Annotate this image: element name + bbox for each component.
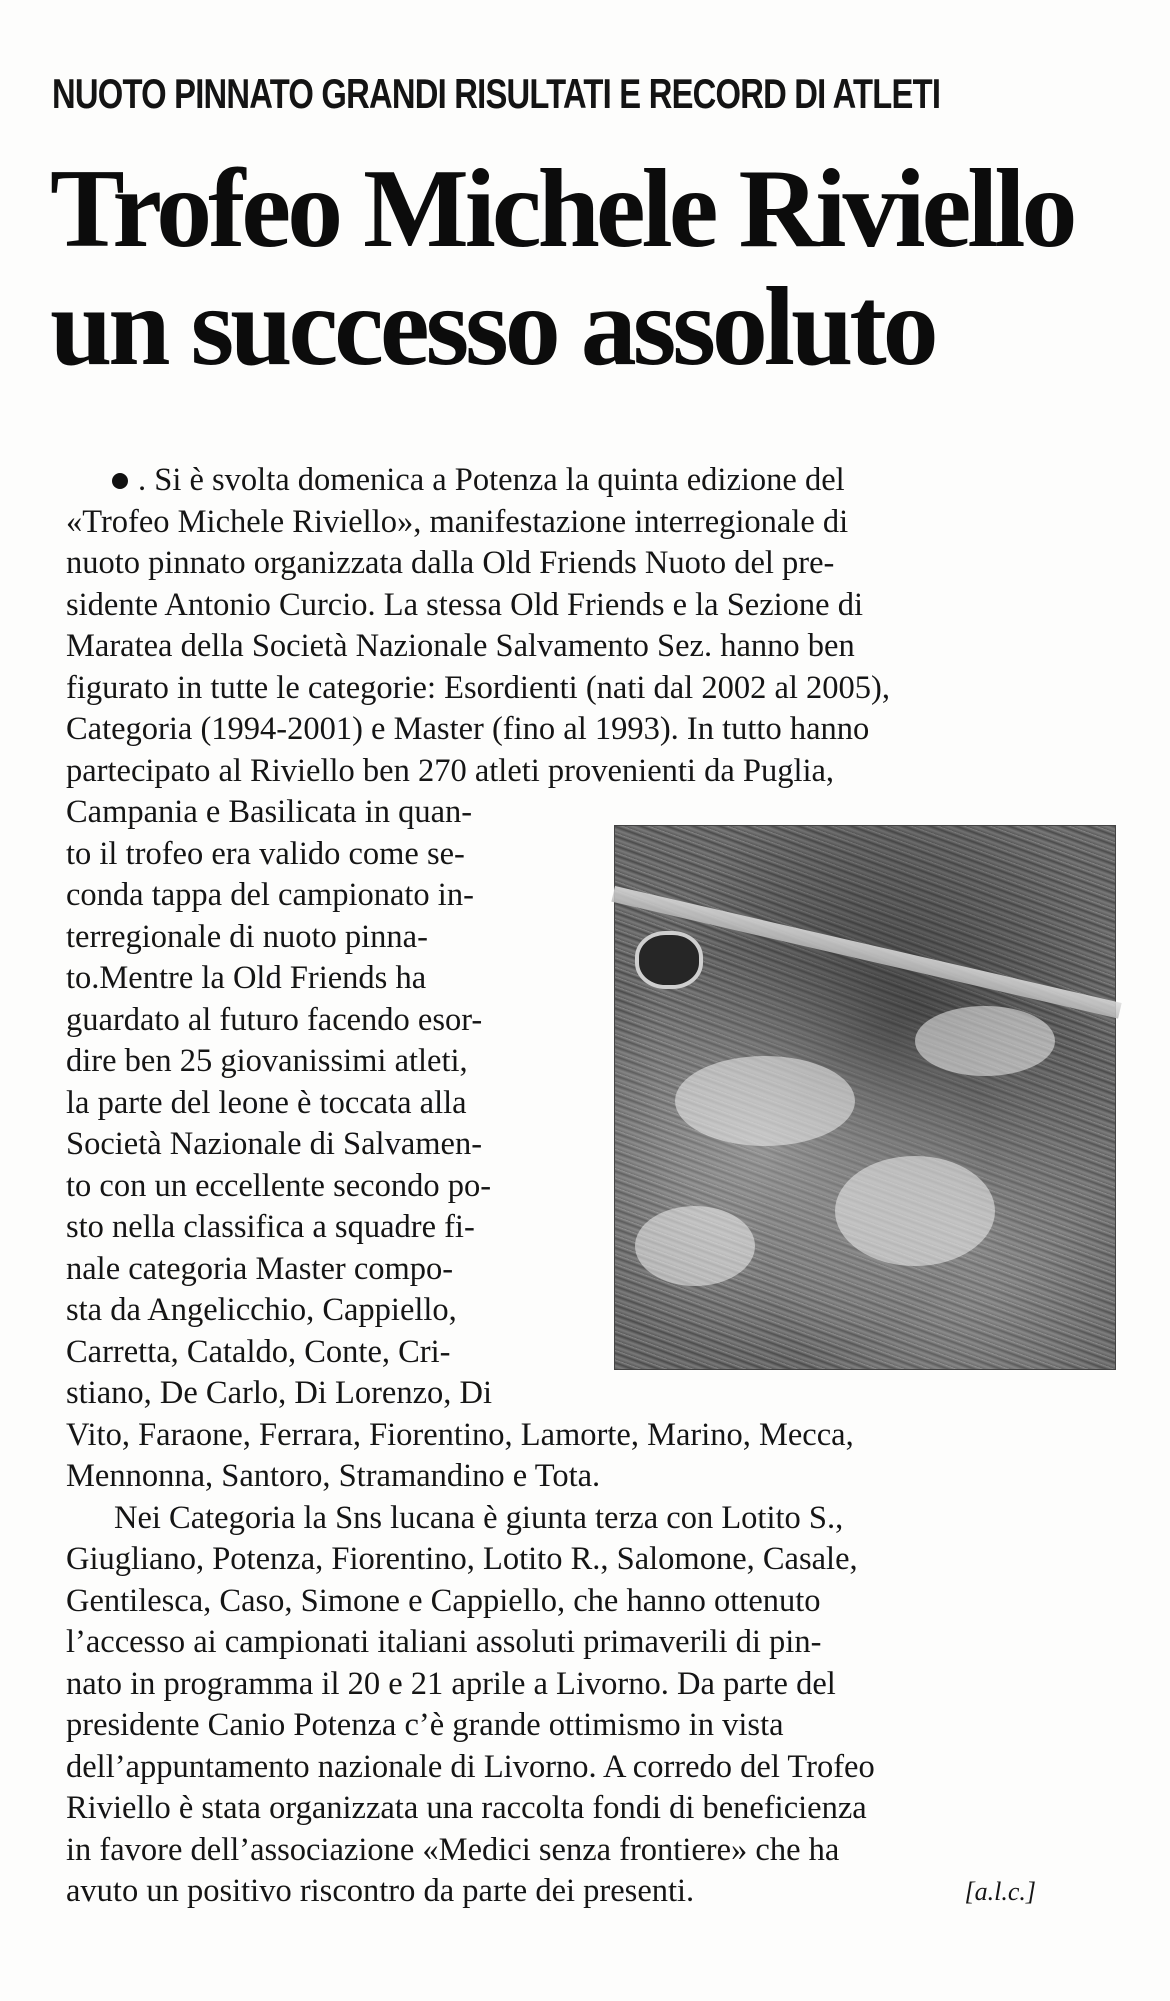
article-line: Maratea della Società Nazionale Salvamento Sez. hanno ben [66,628,855,664]
article-line: la parte del leone è toccata alla [66,1084,467,1121]
article-line: in favore dell’associazione «Medici senza frontiere» che ha [66,1831,840,1868]
headline-line-1: Trofeo Michele Riviello [50,147,1074,271]
article-line: nuoto pinnato organizzata dalla Old Friends Nuoto del pre- [66,545,835,581]
article-line: nale categoria Master compo- [66,1250,454,1287]
article-line: Campania e Basilicata in quan- [66,794,473,830]
article-line: Gentilesca, Caso, Simone e Cappiello, che hanno ottenuto [66,1582,821,1619]
article-line: nato in programma il 20 e 21 aprile a Livorno. Da parte del [66,1665,836,1702]
article-line: to.Mentre la Old Friends ha [66,960,427,996]
article-body [66,460,1036,1913]
article-line: Giugliano, Potenza, Fiorentino, Lotito R., Salomone, Casale, [66,1541,858,1577]
article-line [66,460,1036,502]
author-signature: [a.l.c.] [964,1877,1036,1906]
article-line: «Trofeo Michele Riviello», manifestazione interregionale di [66,503,849,540]
article-line: avuto un positivo riscontro da parte dei presenti. [a.l.c.] [66,1871,1036,1913]
article-line: conda tappa del campionato in- [66,877,474,913]
article-line: dell’appuntamento nazionale di Livorno. A corredo del Trofeo [66,1748,875,1785]
article-line: to il trofeo era valido come se- [66,835,465,872]
article-line: Società Nazionale di Salvamen- [66,1126,483,1162]
article-line: l’accesso ai campionati italiani assoluti primaverili di pin- [66,1624,822,1660]
article-line-text: . Si è svolta domenica a Potenza la quinta edizione del [138,462,845,498]
article-line: sidente Antonio Curcio. La stessa Old Friends e la Sezione di [66,586,864,623]
article-line: to con un eccellente secondo po- [66,1167,492,1204]
article-line: terregionale di nuoto pinna- [66,918,428,955]
article-line: figurato in tutte le categorie: Esordienti (nati dal 2002 al 2005), [66,669,890,706]
article-line: Categoria (1994-2001) e Master (fino al 1993). In tutto hanno [66,711,870,747]
article-line: Nei Categoria la Sns lucana è giunta terza con Lotito S., [114,1499,844,1536]
article-line: Vito, Faraone, Ferrara, Fiorentino, Lamorte, Marino, Mecca, [66,1416,854,1453]
kicker: NUOTO PINNATO GRANDI RISULTATI E RECORD DI ATLETI [52,70,941,117]
article-line: Carretta, Cataldo, Conte, Cri- [66,1333,451,1370]
article-line: partecipato al Riviello ben 270 atleti provenienti da Puglia, [66,752,835,789]
article-line: Riviello è stata organizzata una raccolta fondi di beneficienza [66,1790,867,1826]
article-line: presidente Canio Potenza c’è grande ottimismo in vista [66,1707,784,1743]
article-line: sto nella classifica a squadre fi- [66,1209,475,1245]
headline [50,147,1074,389]
article-line: stiano, De Carlo, Di Lorenzo, Di [66,1375,493,1411]
article-line: guardato al futuro facendo esor- [66,1001,483,1038]
article-line: dire ben 25 giovanissimi atleti, [66,1043,468,1079]
bullet-icon [112,473,128,489]
article-line: Mennonna, Santoro, Stramandino e Tota. [66,1458,601,1494]
headline-line-2: un successo assoluto [50,265,935,389]
article-line: sta da Angelicchio, Cappiello, [66,1292,457,1328]
